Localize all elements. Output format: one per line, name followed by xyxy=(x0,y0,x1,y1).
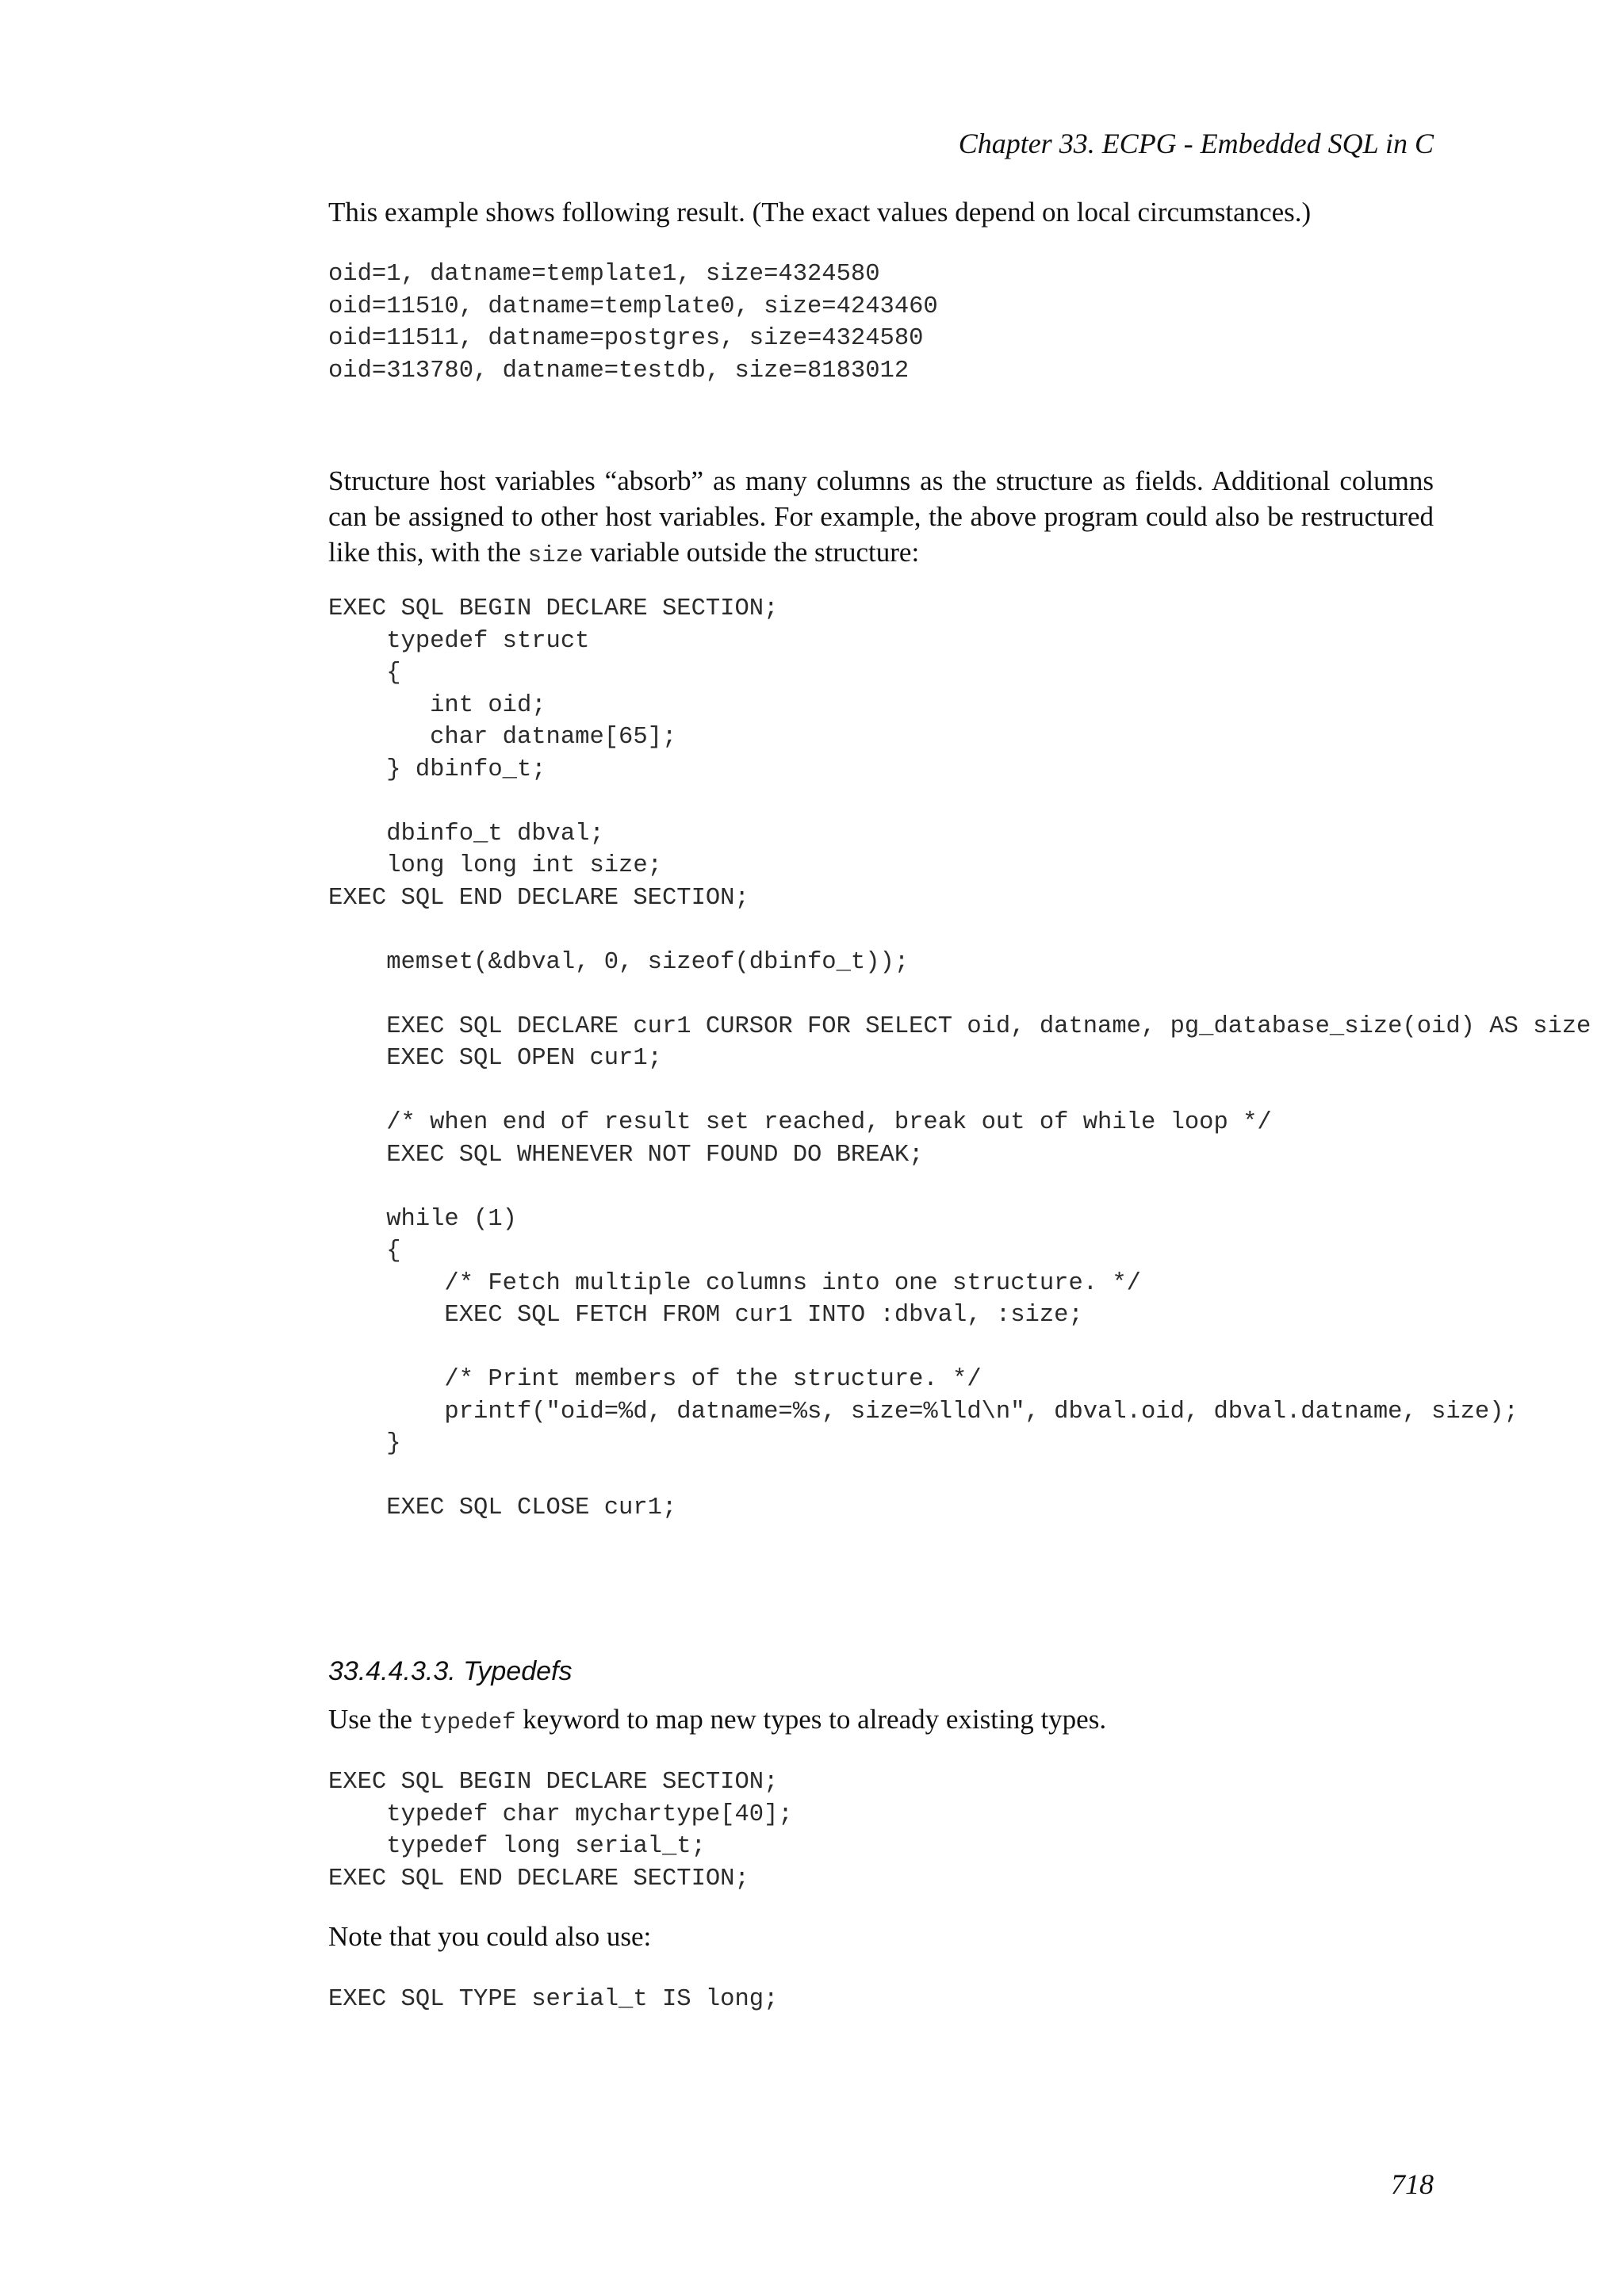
typedef-declare-code: EXEC SQL BEGIN DECLARE SECTION; typedef char mychartype[40]; typedef long serial_t; EXEC SQL END DECLARE SECTION; xyxy=(328,1769,793,1892)
typedefs-paragraph-text: Use the xyxy=(328,1704,419,1735)
chapter-header: Chapter 33. ECPG - Embedded SQL in C xyxy=(958,128,1434,159)
intro-paragraph: This example shows following result. (The exact values depend on local circumstances.) xyxy=(328,197,1312,228)
structure-paragraph-text: Structure host variables “absorb” as many columns as the structure as fields. Additional columns can be assigned to other host variables. For example, the above program could also be restructured like this, with the xyxy=(328,465,1434,568)
page-number: 718 xyxy=(1391,2168,1434,2200)
note-paragraph: Note that you could also use: xyxy=(328,1921,652,1952)
restructured-program-code: EXEC SQL BEGIN DECLARE SECTION; typedef struct { int oid; char datname[65]; } dbinfo_t; dbinfo_t dbval; long long int size; EXEC SQL END DECLARE SECTION; memset(&dbval, 0, sizeof(dbinfo_t)); EXEC SQL DECLARE cur1 CURSOR FOR SELECT oid, datname, pg_database_size(oid) AS size EXEC SQL OPEN cur1; /* when end of result set reached, break out of while loop */ EXEC SQL WHENEVER NOT FOUND DO BREAK; while (1) { /* Fetch multiple columns into one structure. */ EXEC SQL FETCH FROM cur1 INTO :dbval, :size; /* Print members of the structure. */ printf("oid=%d, datname=%s, size=%lld\n", dbval.oid, dbval.datname, size); } EXEC SQL CLOSE cur1; xyxy=(328,595,1591,1521)
size-inline-code: size xyxy=(527,542,584,568)
typedefs-paragraph-text-end: keyword to map new types to already existing types. xyxy=(515,1704,1107,1735)
type-statement-code: EXEC SQL TYPE serial_t IS long; xyxy=(328,1986,779,2013)
typedef-inline-code: typedef xyxy=(419,1709,516,1735)
structure-paragraph-text-end: variable outside the structure: xyxy=(583,537,920,568)
section-title-typedefs: 33.4.4.3.3. Typedefs xyxy=(328,1656,573,1686)
result-output-code: oid=1, datname=template1, size=4324580 oid=11510, datname=template0, size=4243460 oid=11511, datname=postgres, size=4324580 oid=313780, datname=testdb, size=8183012 xyxy=(328,261,938,385)
structure-paragraph xyxy=(328,463,1434,573)
typedefs-paragraph xyxy=(328,1701,1434,1740)
